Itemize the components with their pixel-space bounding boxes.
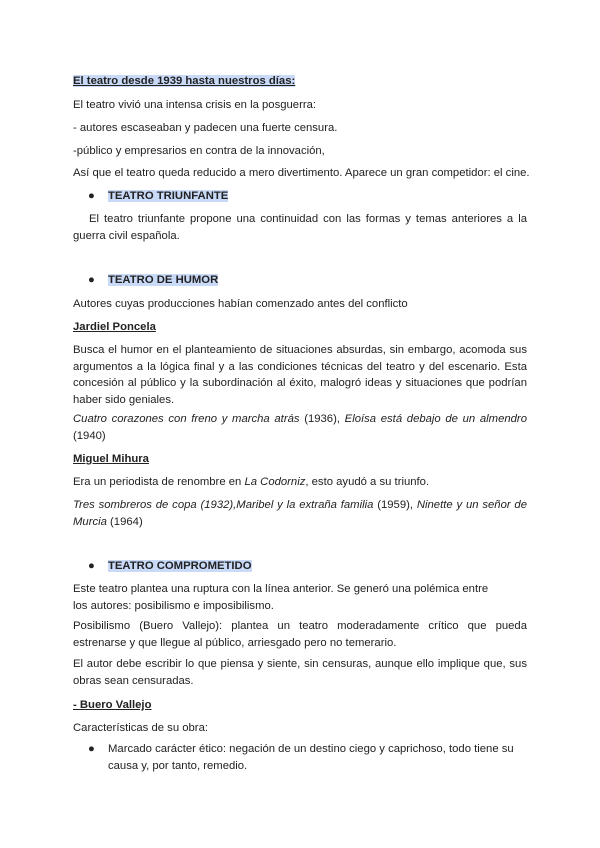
work-title: Ninette y un señor de Murcia	[73, 499, 528, 528]
text-segment: Era un periodista de renombre en	[73, 476, 245, 488]
main-heading-text: El teatro desde 1939 hasta nuestros días:	[73, 75, 296, 87]
work-title: Eloísa está debajo de un almendro	[344, 413, 527, 425]
work-title: Cuatro corazones con freno y marcha atrás	[73, 413, 300, 425]
bullet-icon: ●	[88, 743, 95, 755]
intro-paragraph-3: -público y empresarios en contra de la innovación,	[73, 145, 325, 157]
intro-paragraph-2: - autores escaseaban y padecen una fuerte censura.	[73, 122, 338, 134]
publication-title: La Codorniz	[244, 476, 306, 488]
jardiel-heading: Jardiel Poncela	[73, 321, 156, 333]
comprometido-paragraph-3: El autor debe escribir lo que piensa y siente, sin censuras, aunque ello implique que, sus obras sean censuradas.	[73, 658, 527, 687]
jardiel-works	[73, 411, 527, 444]
section-humor-heading	[88, 273, 218, 287]
buero-heading: - Buero Vallejo	[73, 699, 152, 711]
section-title: TEATRO TRIUNFANTE	[108, 190, 229, 202]
mihura-heading: Miguel Mihura	[73, 453, 149, 465]
intro-paragraph-1: El teatro vivió una intensa crisis en la posguerra:	[73, 99, 317, 111]
humor-intro: Autores cuyas producciones habían comenzado antes del conflicto	[73, 298, 408, 310]
work-year: (1940)	[73, 429, 106, 442]
section-comprometido-heading	[88, 559, 252, 573]
bullet-icon: ●	[88, 190, 95, 202]
main-heading	[73, 74, 295, 88]
work-year: (1959),	[373, 499, 417, 511]
comprometido-paragraph-2: Posibilismo (Buero Vallejo): plantea un teatro moderadamente crítico que pueda estrenarse y que llegue al público, arriesgado pero no temerario.	[73, 620, 527, 649]
section-title: TEATRO COMPROMETIDO	[108, 560, 252, 572]
jardiel-paragraph: Busca el humor en el planteamiento de situaciones absurdas, sin embargo, acomoda sus argumentos a la lógica final y a las condiciones técnicas del teatro y del escenario. Esta concesión al público y la subordinación al éxito, malogró ideas y situaciones que podrían haber sido geniales.	[73, 344, 527, 406]
work-year: (1936),	[299, 413, 345, 425]
caracteristica-item-1: Marcado carácter ético: negación de un destino ciego y caprichoso, todo tiene su causa y, por tanto, remedio.	[108, 743, 514, 772]
text-segment: , esto ayudó a su triunfo.	[305, 476, 430, 488]
comprometido-paragraph-1: Este teatro plantea una ruptura con la línea anterior. Se generó una polémica entre los autores: posibilismo e imposibilismo.	[73, 583, 489, 612]
caracteristicas-label: Características de su obra:	[73, 722, 208, 734]
intro-paragraph-4: Así que el teatro queda reducido a mero divertimento. Aparece un gran competidor: el cine.	[73, 167, 530, 179]
work-title: Tres sombreros de copa (1932),Maribel y la extraña familia	[73, 499, 374, 511]
section-title: TEATRO DE HUMOR	[108, 274, 219, 286]
mihura-works	[73, 497, 527, 530]
bullet-icon: ●	[88, 560, 95, 572]
mihura-paragraph	[73, 475, 429, 489]
section-triunfante-heading	[88, 189, 228, 203]
work-year: (1964)	[106, 515, 143, 528]
bullet-icon: ●	[88, 274, 95, 286]
triunfante-paragraph: El teatro triunfante propone una continuidad con las formas y temas anteriores a la guerra civil española.	[73, 213, 527, 242]
